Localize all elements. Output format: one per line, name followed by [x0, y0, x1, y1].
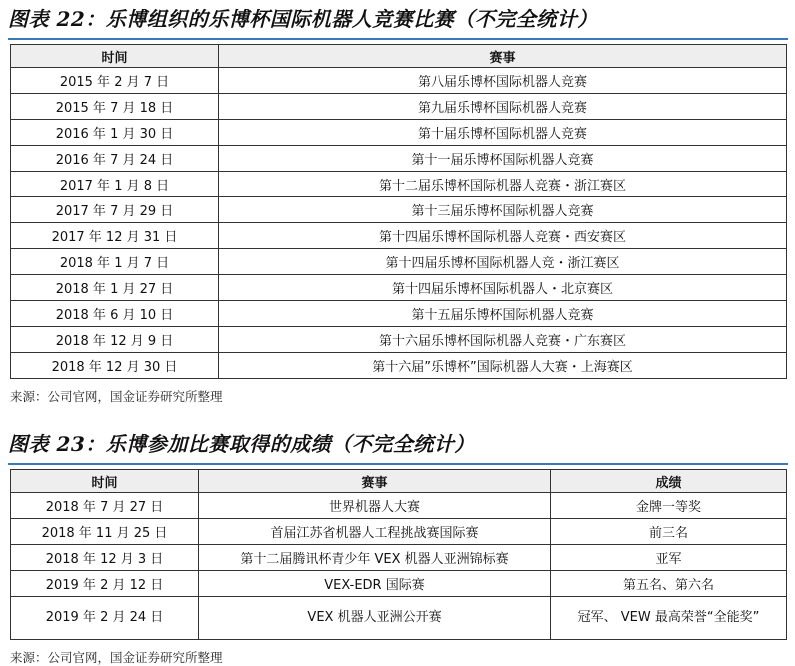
event-cell: 第八届乐博杯国际机器人竞赛	[219, 68, 787, 94]
date-cell: 2018 年 12 月 9 日	[11, 326, 219, 352]
figure-23	[0, 425, 795, 666]
column-header-result: 成绩	[551, 470, 787, 493]
date-cell: 2016 年 7 月 24 日	[11, 145, 219, 171]
event-cell: VEX-EDR 国际赛	[199, 570, 551, 596]
table-row	[11, 249, 787, 275]
event-cell: 第十二届乐博杯国际机器人竞赛・浙江赛区	[219, 171, 787, 197]
result-cell: 金牌一等奖	[551, 493, 787, 519]
table-row	[11, 223, 787, 249]
event-cell: VEX 机器人亚洲公开赛	[199, 596, 551, 639]
date-cell: 2018 年 11 月 25 日	[11, 518, 199, 544]
table-row	[11, 570, 787, 596]
date-cell: 2015 年 2 月 7 日	[11, 68, 219, 94]
table-row	[11, 145, 787, 171]
event-cell: 第十一届乐博杯国际机器人竞赛	[219, 145, 787, 171]
table-row	[11, 171, 787, 197]
column-header-event: 赛事	[199, 470, 551, 493]
date-cell: 2018 年 1 月 27 日	[11, 275, 219, 301]
figure-23-table	[10, 469, 787, 640]
figure-23-rows	[11, 493, 787, 640]
event-cell: 首届江苏省机器人工程挑战赛国际赛	[199, 518, 551, 544]
event-cell: 第十六届”乐博杯”国际机器人大赛・上海赛区	[219, 352, 787, 378]
date-cell: 2017 年 12 月 31 日	[11, 223, 219, 249]
column-header-time: 时间	[11, 470, 199, 493]
date-cell: 2019 年 2 月 24 日	[11, 596, 199, 639]
event-cell: 第十三届乐博杯国际机器人竞赛	[219, 197, 787, 223]
date-cell: 2017 年 7 月 29 日	[11, 197, 219, 223]
event-cell: 世界机器人大赛	[199, 493, 551, 519]
result-cell: 前三名	[551, 518, 787, 544]
table-row	[11, 93, 787, 119]
table-row	[11, 493, 787, 519]
figure-23-rule	[8, 463, 788, 465]
event-cell: 第九届乐博杯国际机器人竞赛	[219, 93, 787, 119]
date-cell: 2015 年 7 月 18 日	[11, 93, 219, 119]
event-cell: 第十六届乐博杯国际机器人竞赛・广东赛区	[219, 326, 787, 352]
event-cell: 第十四届乐博杯国际机器人竞赛・西安赛区	[219, 223, 787, 249]
figure-23-source: 来源：公司官网，国金证券研究所整理	[10, 649, 223, 665]
table-row	[11, 596, 787, 639]
table-row	[11, 119, 787, 145]
table-row	[11, 518, 787, 544]
event-cell: 第十二届腾讯杯青少年 VEX 机器人亚洲锦标赛	[199, 544, 551, 570]
date-cell: 2017 年 1 月 8 日	[11, 171, 219, 197]
figure-22-rows	[11, 68, 787, 379]
figure-23-title: 图表 23：乐博参加比赛取得的成绩（不完全统计）	[8, 432, 475, 456]
result-cell: 亚军	[551, 544, 787, 570]
column-header-event: 赛事	[219, 45, 787, 68]
figure-22-rule	[8, 38, 788, 40]
table-row	[11, 544, 787, 570]
event-cell: 第十届乐博杯国际机器人竞赛	[219, 119, 787, 145]
column-header-time: 时间	[11, 45, 219, 68]
date-cell: 2018 年 7 月 27 日	[11, 493, 199, 519]
table-row	[11, 301, 787, 327]
table-row	[11, 68, 787, 94]
table-row	[11, 197, 787, 223]
figure-22-table	[10, 44, 787, 379]
event-cell: 第十四届乐博杯国际机器人・北京赛区	[219, 275, 787, 301]
table-header-row	[11, 470, 787, 493]
date-cell: 2018 年 12 月 30 日	[11, 352, 219, 378]
date-cell: 2018 年 1 月 7 日	[11, 249, 219, 275]
event-cell: 第十四届乐博杯国际机器人竞・浙江赛区	[219, 249, 787, 275]
figure-22-source: 来源：公司官网，国金证券研究所整理	[10, 388, 223, 404]
date-cell: 2018 年 12 月 3 日	[11, 544, 199, 570]
table-row	[11, 326, 787, 352]
date-cell: 2019 年 2 月 12 日	[11, 570, 199, 596]
table-row	[11, 352, 787, 378]
date-cell: 2018 年 6 月 10 日	[11, 301, 219, 327]
figure-22-title: 图表 22：乐博组织的乐博杯国际机器人竞赛比赛（不完全统计）	[8, 7, 598, 31]
table-row	[11, 275, 787, 301]
result-cell: 第五名、第六名	[551, 570, 787, 596]
table-header-row	[11, 45, 787, 68]
result-cell: 冠军、 VEW 最高荣誉“全能奖”	[551, 596, 787, 639]
date-cell: 2016 年 1 月 30 日	[11, 119, 219, 145]
event-cell: 第十五届乐博杯国际机器人竞赛	[219, 301, 787, 327]
